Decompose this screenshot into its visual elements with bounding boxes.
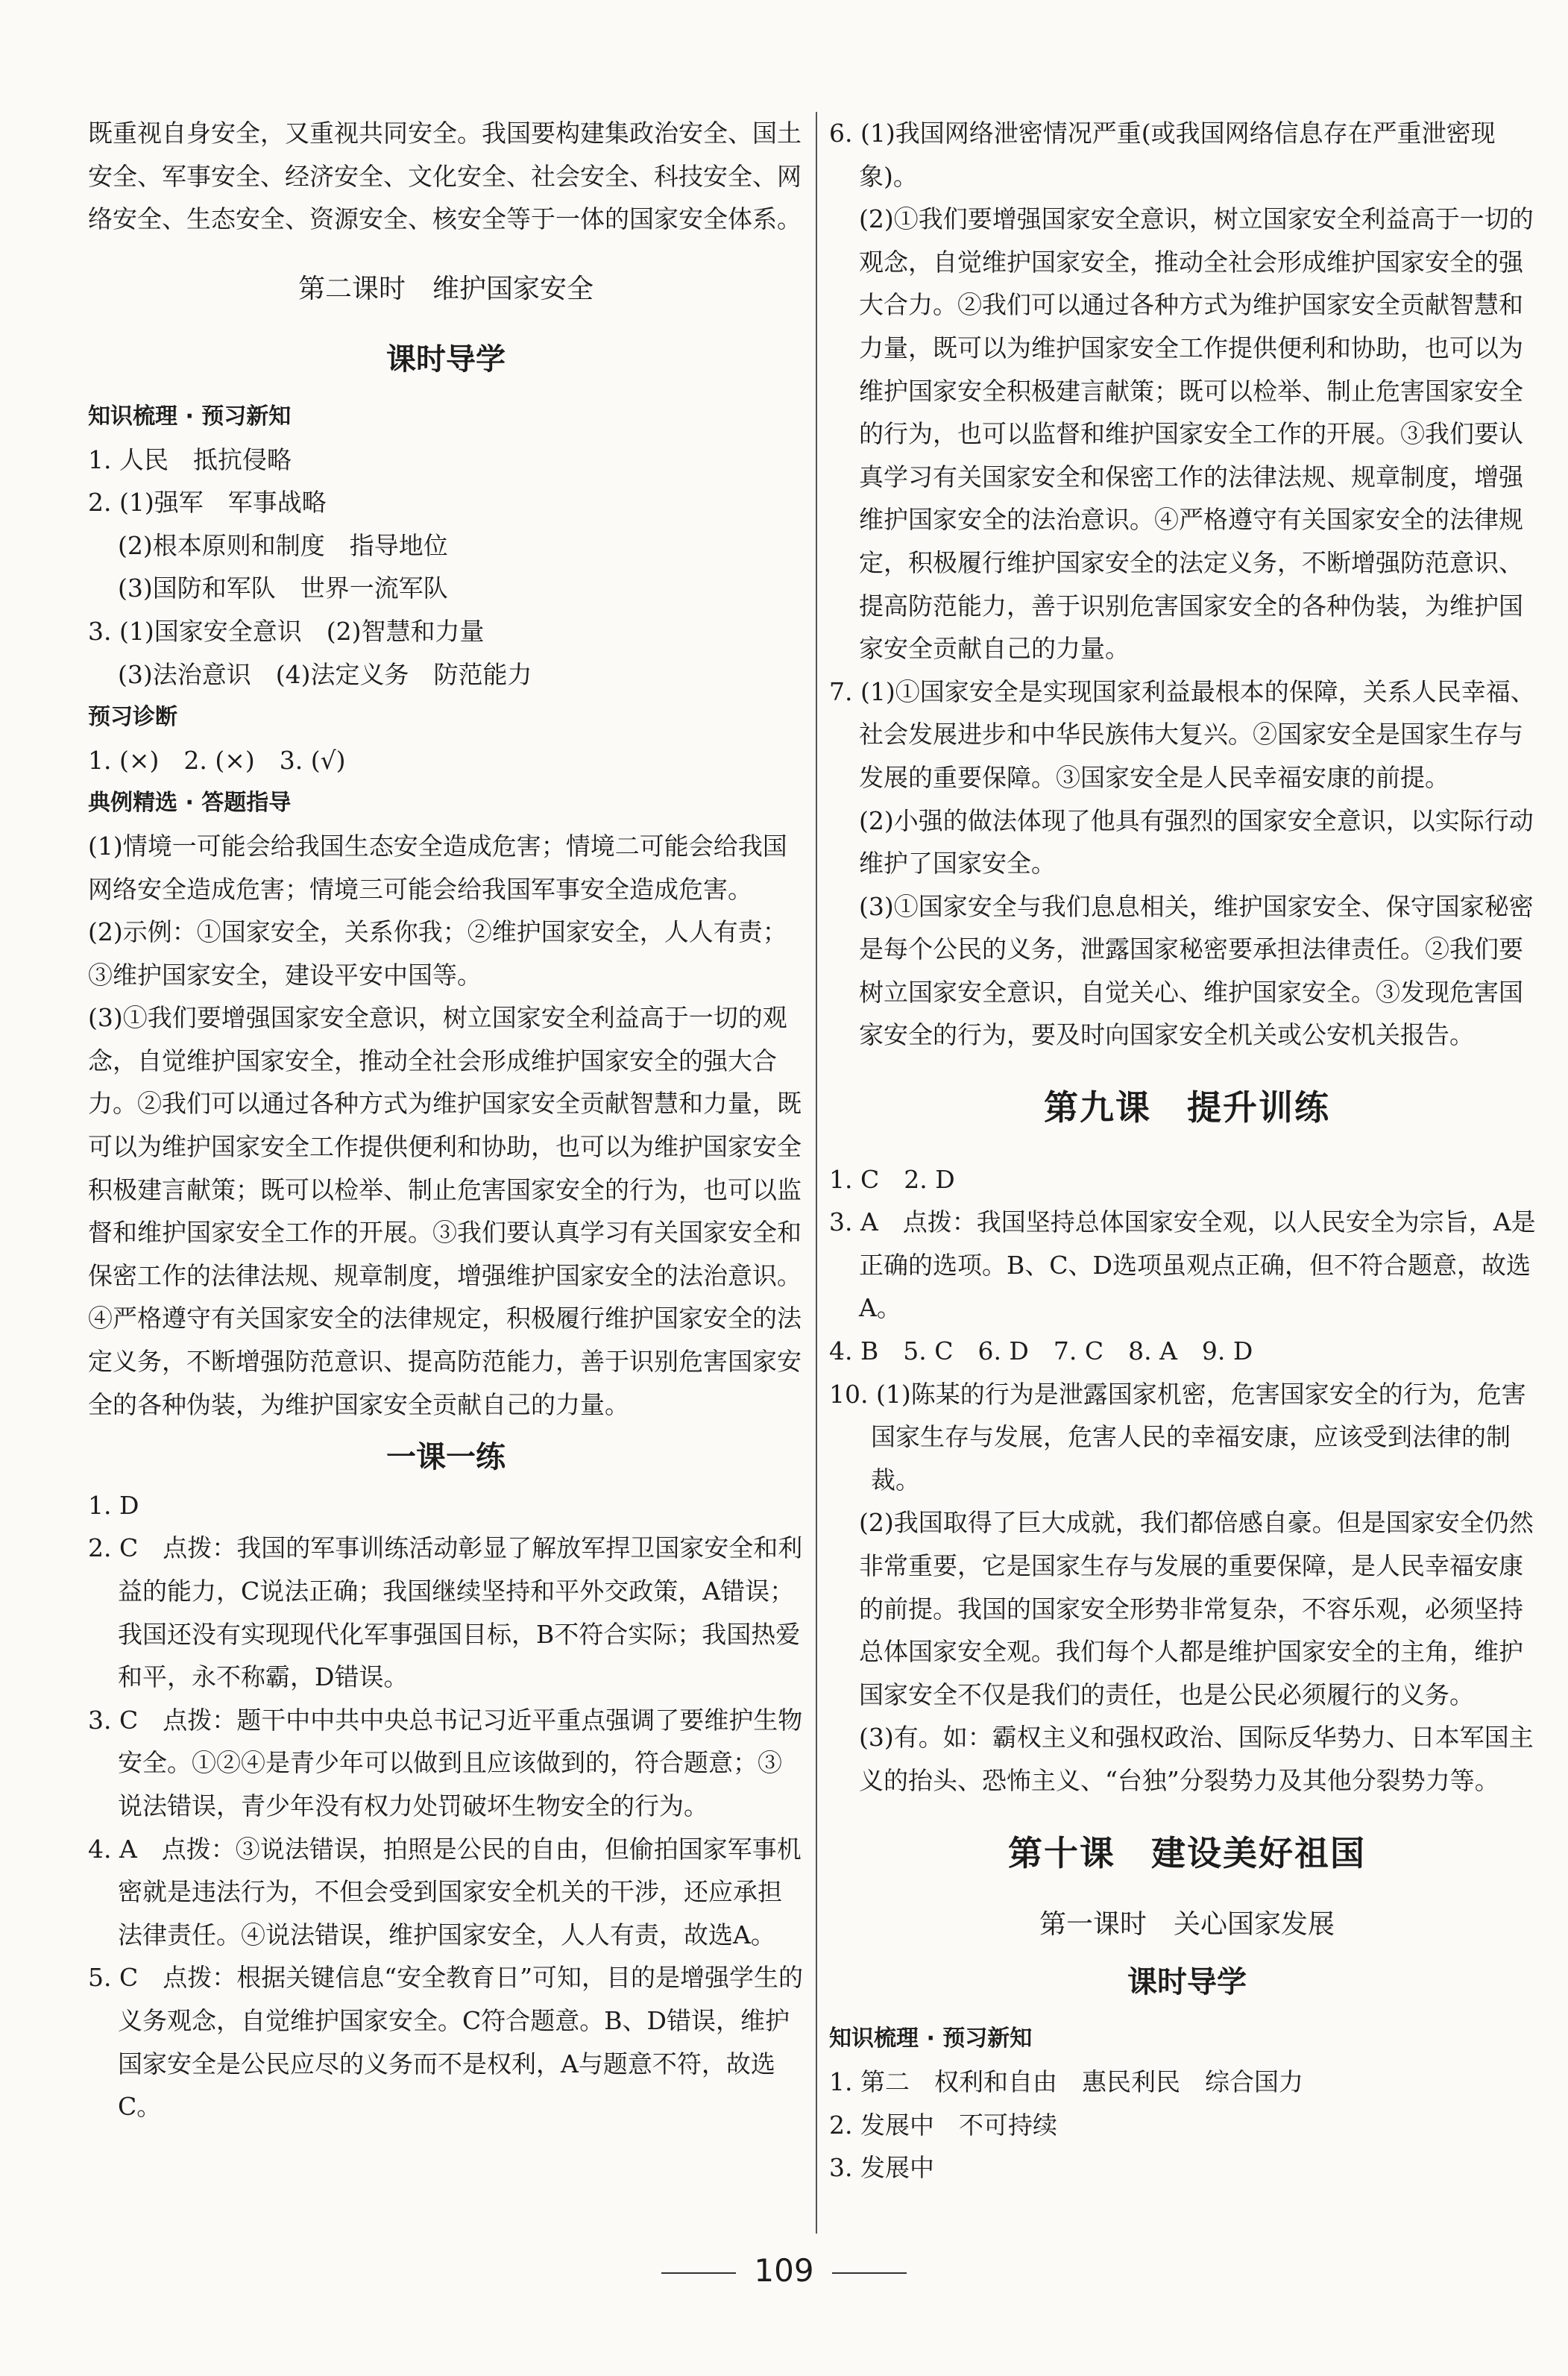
answer-line: (2)根本原则和制度 指导地位: [118, 530, 448, 560]
answer-paragraph: (2)我国取得了巨大成就，我们都倍感自豪。但是国家安全仍然非常重要，它是国家生存与发展的重要保障，是人民幸福安康的前提。我国的国家安全形势非常复杂，不容乐观，必须坚持总体国家安全观。我们每个人都是维护国家安全的主角，维护国家安全不仅是我们的责任，也是公民必须履行的义务。: [859, 1508, 1534, 1709]
left-column: [88, 112, 804, 2128]
subsection-heading: 预习诊断: [88, 704, 177, 731]
answer-line: 1. C 2. D: [829, 1164, 955, 1194]
answer-item: 5. C 点拨：根据关键信息“安全教育日”可知，目的是增强学生的义务观念，自觉维护国家安全。C符合题意。B、D错误，维护国家安全是公民应尽的义务而不是权利，A与题意不符，故选C。: [88, 1963, 803, 2122]
answer-item: 7. (1)①国家安全是实现国家利益最根本的保障，关系人民幸福、社会发展进步和中华民族伟大复兴。②国家安全是国家生存与发展的重要保障。③国家安全是人民幸福安康的前提。: [829, 676, 1535, 792]
subsection-heading: 典例精选 · 答题指导: [88, 790, 292, 817]
footer-rule-left: [661, 2272, 736, 2274]
answer-paragraph: (3)①国家安全与我们息息相关，维护国家安全、保守国家秘密是每个公民的义务，泄露国家秘密要承担法律责任。②我们要树立国家安全意识，自觉关心、维护国家安全。③发现危害国家安全的行为，要及时向国家安全机关或公安机关报告。: [859, 891, 1534, 1050]
answer-paragraph: (1)情境一可能会给我国生态安全造成危害；情境二可能会给我国网络安全造成危害；情境三可能会给我国军事安全造成危害。: [88, 831, 787, 904]
answer-item: 3. C 点拨：题干中中共中央总书记习近平重点强调了要维护生物安全。①②④是青少年可以做到且应该做到的，符合题意；③说法错误，青少年没有权力处罚破坏生物安全的行为。: [88, 1705, 803, 1820]
answer-line: 1. (×) 2. (×) 3. (√): [88, 745, 346, 775]
page-number: 109: [754, 2252, 814, 2289]
lesson-title: 第一课时 关心国家发展: [1039, 1909, 1335, 1940]
answer-paragraph: (2)示例：①国家安全，关系你我；②维护国家安全，人人有责；③维护国家安全，建设平安中国等。: [88, 917, 787, 990]
answer-line: (3)法治意识 (4)法定义务 防范能力: [118, 659, 532, 689]
answer-line: 1. 第二 权利和自由 惠民利民 综合国力: [829, 2067, 1303, 2096]
answer-line: 1. 人民 抵抗侵略: [88, 444, 292, 474]
page-footer: [0, 2252, 1568, 2289]
answer-item: 6. (1)我国网络泄密情况严重(或我国网络信息存在严重泄密现象)。: [829, 119, 1496, 191]
answer-item: 2. C 点拨：我国的军事训练活动彰显了解放军捍卫国家安全和利益的能力，C说法正确；我国继续坚持和平外交政策，A错误；我国还没有实现现代化军事强国目标，B不符合实际；我国热爱和平，永不称霸，D错误。: [88, 1533, 803, 1692]
answer-item: 4. A 点拨：③说法错误，拍照是公民的自由，但偷拍国家军事机密就是违法行为，不但会受到国家安全机关的干涉，还应承担法律责任。④说法错误，维护国家安全，人人有责，故选A。: [88, 1834, 802, 1949]
answer-line: 4. B 5. C 6. D 7. C 8. A 9. D: [829, 1336, 1253, 1366]
answer-line: 2. (1)强军 军事战略: [88, 488, 327, 518]
unit-title: 第十课 建设美好祖国: [1008, 1832, 1366, 1873]
unit-title: 第九课 提升训练: [1044, 1087, 1330, 1128]
section-title: 一课一练: [386, 1440, 506, 1475]
answer-line: 3. (1)国家安全意识 (2)智慧和力量: [88, 616, 485, 646]
subsection-heading: 知识梳理 · 预习新知: [829, 2025, 1033, 2052]
answer-line: 1. D: [88, 1490, 139, 1520]
section-title: 课时导学: [1127, 1964, 1247, 1999]
subsection-heading: 知识梳理 · 预习新知: [88, 403, 292, 430]
answer-line: (3)国防和军队 世界一流军队: [118, 573, 448, 603]
answer-item: 3. A 点拨：我国坚持总体国家安全观，以人民安全为宗旨，A是正确的选项。B、C、D选项虽观点正确，但不符合题意，故选A。: [829, 1207, 1536, 1323]
answer-paragraph: (3)①我们要增强国家安全意识，树立国家安全利益高于一切的观念，自觉维护国家安全，推动全社会形成维护国家安全的强大合力。②我们可以通过各种方式为维护国家安全贡献智慧和力量，既可以为维护国家安全工作提供便利和协助，也可以为维护国家安全积极建言献策；既可以检举、制止危害国家安全的行为，也可以监督和维护国家安全工作的开展。③我们要认真学习有关国家安全和保密工作的法律法规、规章制度，增强维护国家安全的法治意识。④严格遵守有关国家安全的法律规定，积极履行维护国家安全的法定义务，不断增强防范意识、提高防范能力，善于识别危害国家安全的各种伪装，为维护国家安全贡献自己的力量。: [88, 1003, 802, 1419]
column-divider: [816, 112, 817, 2234]
answer-item: 10. (1)陈某的行为是泄露国家机密，危害国家安全的行为，危害国家生存与发展，危害人民的幸福安康，应该受到法律的制裁。: [829, 1379, 1526, 1495]
answer-line: 3. 发展中: [829, 2153, 934, 2183]
answer-paragraph: (2)①我们要增强国家安全意识，树立国家安全利益高于一切的观念，自觉维护国家安全，推动全社会形成维护国家安全的强大合力。②我们可以通过各种方式为维护国家安全贡献智慧和力量，既可以为维护国家安全工作提供便利和协助，也可以为维护国家安全积极建言献策；既可以检举、制止危害国家安全的行为，也可以监督和维护国家安全工作的开展。③我们要认真学习有关国家安全和保密工作的法律法规、规章制度，增强维护国家安全的法治意识。④严格遵守有关国家安全的法律规定，积极履行维护国家安全的法定义务，不断增强防范意识、提高防范能力，善于识别危害国家安全的各种伪装，为维护国家安全贡献自己的力量。: [859, 204, 1534, 664]
section-title: 课时导学: [386, 342, 506, 377]
continued-paragraph: 既重视自身安全，又重视共同安全。我国要构建集政治安全、国土安全、军事安全、经济安全、文化安全、社会安全、科技安全、网络安全、生态安全、资源安全、核安全等于一体的国家安全体系。: [88, 119, 802, 234]
footer-rule-right: [832, 2272, 907, 2274]
answer-line: 2. 发展中 不可持续: [829, 2110, 1057, 2140]
answer-paragraph: (3)有。如：霸权主义和强权政治、国际反华势力、日本军国主义的抬头、恐怖主义、“台独”分裂势力及其他分裂势力等。: [859, 1723, 1534, 1795]
answer-paragraph: (2)小强的做法体现了他具有强烈的国家安全意识，以实际行动维护了国家安全。: [859, 805, 1534, 879]
lesson-title: 第二课时 维护国家安全: [297, 273, 593, 304]
right-column: [829, 112, 1545, 2190]
